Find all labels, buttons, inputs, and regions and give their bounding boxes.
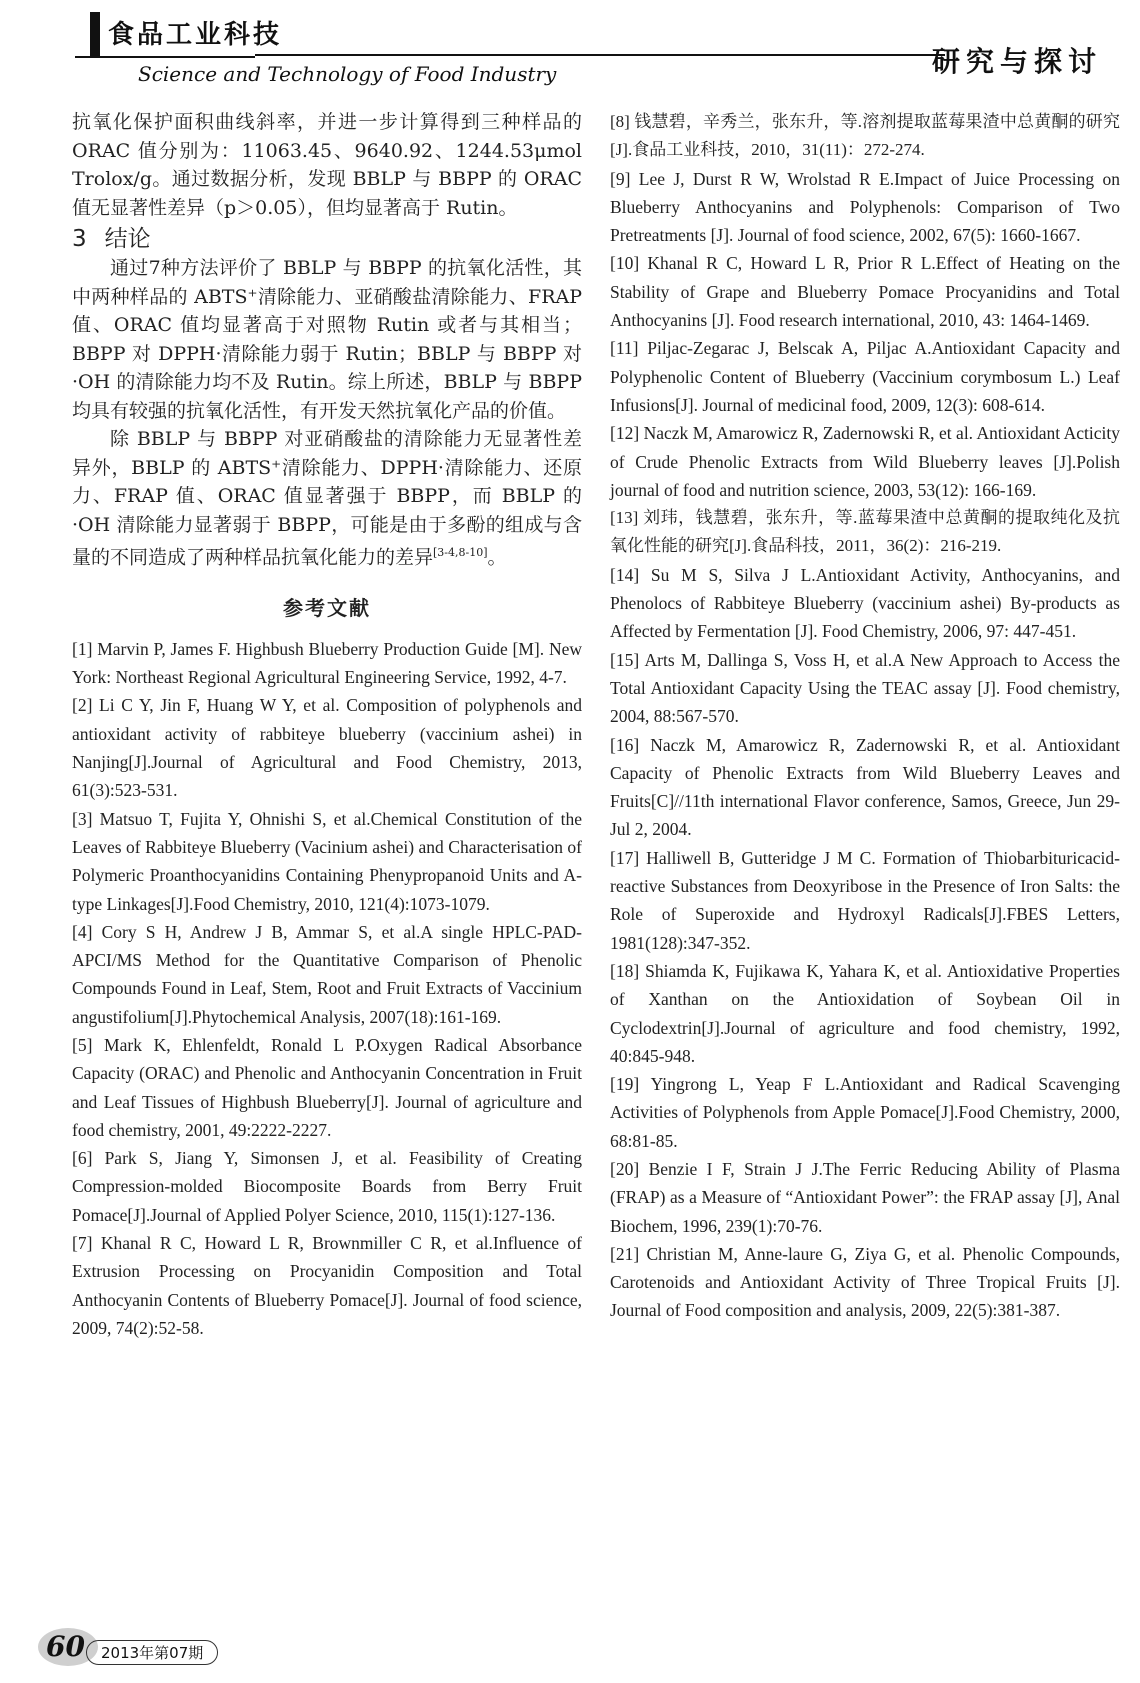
reference-item: [14] Su M S, Silva J L.Antioxidant Activity, Anthocyanins, and Phenolocs of Rabbiteye Blueberry (vaccinium ashei) By-products as Affected by Fermentation [J]. Food Chemistry, 2006, 97: 447-451.: [610, 564, 1120, 642]
reference-item: [9] Lee J, Durst R W, Wrolstad R E.Impact of Juice Processing on Blueberry Anthocyanins and Polyphenols: Comparison of Two Pretreatments [J]. Journal of food science, 2002, 67(5): 1660-1667.: [610, 168, 1120, 246]
reference-item: [3] Matsuo T, Fujita Y, Ohnishi S, et al.Chemical Constitution of the Leaves of Rabbiteye Blueberry (Vacinium ashei) and Characterisation of Polymeric Proanthocyanidins Containing Phenypropanoid Units and A-type Linkages[J].Food Chemistry, 2010, 121(4):1073-1079.: [72, 808, 582, 914]
reference-item: [1] Marvin P, James F. Highbush Blueberry Production Guide [M]. New York: Northeast Regional Agricultural Engineering Service, 1992, 4-7.: [72, 638, 582, 688]
reference-item: [21] Christian M, Anne-laure G, Ziya G, et al. Phenolic Compounds, Carotenoids and Antioxidant Activity of Three Tropical Fruits [J]. Journal of Food composition and analysis, 2009, 22(5):381-387.: [610, 1243, 1120, 1321]
reference-item: [8] 钱慧碧，辛秀兰，张东升，等.溶剂提取蓝莓果渣中总黄酮的研究[J].食品工业科技，2010，31(11)：272-274.: [610, 112, 1120, 160]
reference-item: [4] Cory S H, Andrew J B, Ammar S, et al.A single HPLC-PAD-APCI/MS Method for the Quantitative Comparison of Phenolic Compounds Found in Leaf, Stem, Root and Fruit Extracts of Vaccinium angustifolium[J].Phytochemical Analysis, 2007(18):161-169.: [72, 921, 582, 1027]
citation-superscript: [3-4,8-10]: [433, 546, 488, 559]
header-rule: [255, 54, 945, 56]
page-header: [0, 0, 1140, 110]
paragraph-conclusion-2: [72, 425, 582, 572]
reference-item: [16] Naczk M, Amarowicz R, Zadernowski R, et al. Antioxidant Capacity of Phenolic Extracts from Wild Blueberry Leaves and Fruits[C]//11th international Flavor conference, Samos, Greece, Jun 29-Jul 2, 2004.: [610, 734, 1120, 840]
reference-item: [5] Mark K, Ehlenfeldt, Ronald L P.Oxygen Radical Absorbance Capacity (ORAC) and Phenolic and Anthocyanin Concentration in Fruit and Leaf Tissues of Highbush Blueberry[J]. Journal of agriculture and food chemistry, 2001, 49:2222-2227.: [72, 1034, 582, 1140]
reference-item: [13] 刘玮，钱慧碧，张东升，等.蓝莓果渣中总黄酮的提取纯化及抗氧化性能的研究[J].食品科技，2011，36(2)：216-219.: [610, 508, 1120, 556]
reference-item: [2] Li C Y, Jin F, Huang W Y, et al. Composition of polyphenols and antioxidant activity of rabbiteye blueberry (vaccinium ashei) in Nanjing[J].Journal of Agricultural and Food Chemistry, 2013, 61(3):523-531.: [72, 695, 582, 801]
left-column: [72, 108, 582, 1342]
paragraph-end-mark: 。: [487, 546, 507, 569]
paragraph-orac: 抗氧化保护面积曲线斜率，并进一步计算得到三种样品的 ORAC 值分别为：11063.45、9640.92、1244.53μmol Trolox/g。通过数据分析，发现 BBLP 与 BBPP 的 ORAC 值无显著性差异（p＞0.05），但均显著高于 Rutin。: [72, 111, 582, 219]
paragraph-conclusion-2-text: 除 BBLP 与 BBPP 对亚硝酸盐的清除能力无显著性差异外，BBLP 的 ABTS⁺清除能力、DPPH·清除能力、还原力、FRAP 值、ORAC 值显著强于 BBPP，而 BBLP 的·OH 清除能力显著弱于 BBPP，可能是由于多酚的组成与含量的不同造成了两种样品抗氧化能力的差异: [72, 428, 582, 569]
section-title: 结论: [104, 226, 151, 252]
page-number: 60: [46, 1630, 85, 1663]
reference-item: [20] Benzie I F, Strain J J.The Ferric Reducing Ability of Plasma (FRAP) as a Measure of “Antioxidant Power”: the FRAP assay [J], Anal Biochem, 1996, 239(1):70-76.: [610, 1158, 1120, 1236]
title-underline: [75, 56, 255, 58]
issue-label: 2013年第07期: [86, 1640, 218, 1665]
reference-item: [18] Shiamda K, Fujikawa K, Yahara K, et al. Antioxidative Properties of Xanthan on the Antioxidation of Soybean Oil in Cyclodextrin[J].Journal of agriculture and food chemistry, 1992, 40:845-948.: [610, 960, 1120, 1066]
section-label: 研究与探讨: [931, 45, 1102, 78]
paragraph-conclusion-1: 通过7种方法评价了 BBLP 与 BBPP 的抗氧化活性，其中两种样品的 ABTS⁺清除能力、亚硝酸盐清除能力、FRAP 值、ORAC 值均显著高于对照物 Rutin 或者与其相当；BBPP 对 DPPH·清除能力弱于 Rutin；BBLP 与 BBPP 对·OH 的清除能力均不及 Rutin。综上所述，BBLP 与 BBPP 均具有较强的抗氧化活性，有开发天然抗氧化产品的价值。: [72, 257, 582, 422]
references-list-left: [72, 635, 582, 1342]
journal-title-cn: 食品工业科技: [108, 20, 283, 50]
journal-title-en: Science and Technology of Food Industry: [138, 62, 557, 86]
reference-item: [19] Yingrong L, Yeap F L.Antioxidant and Radical Scavenging Activities of Polyphenols from Apple Pomace[J].Food Chemistry, 2000, 68:81-85.: [610, 1074, 1120, 1151]
references-title: 参考文献: [283, 595, 371, 620]
reference-item: [17] Halliwell B, Gutteridge J M C. Formation of Thiobarbituricacid-reactive Substances from Deoxyribose in the Presence of Iron Salts: the Role of Superoxide and Hydroxyl Radicals[J].FBES Letters, 1981(128):347-352.: [610, 847, 1120, 953]
section-number: 3: [72, 226, 87, 252]
logo-bar: [90, 12, 100, 58]
right-column: [610, 108, 1120, 1325]
section-heading: [72, 224, 582, 254]
reference-item: [15] Arts M, Dallinga S, Voss H, et al.A New Approach to Access the Total Antioxidant Capacity Using the TEAC assay [J]. Food chemistry, 2004, 88:567-570.: [610, 649, 1120, 727]
reference-item: [6] Park S, Jiang Y, Simonsen J, et al. Feasibility of Creating Compression-molded Biocomposite Boards from Berry Fruit Pomace[J].Journal of Applied Polyer Science, 2010, 115(1):127-136.: [72, 1148, 582, 1225]
reference-item: [10] Khanal R C, Howard L R, Prior R L.Effect of Heating on the Stability of Grape and Blueberry Pomace Procyanidins and Total Anthocyanins [J]. Food research international, 2010, 43: 1464-1469.: [610, 253, 1120, 331]
reference-item: [11] Piljac-Zegarac J, Belscak A, Piljac A.Antioxidant Capacity and Polyphenolic Content of Blueberry (Vaccinium corymbosum L.) Leaf Infusions[J]. Journal of medicinal food, 2009, 12(3): 608-614.: [610, 338, 1120, 415]
reference-item: [12] Naczk M, Amarowicz R, Zadernowski R, et al. Antioxidant Acticity of Crude Phenolic Extracts from Wild Blueberry leaves [J].Polish journal of food and nutrition science, 2003, 53(12): 166-169.: [610, 423, 1120, 500]
reference-item: [7] Khanal R C, Howard L R, Brownmiller C R, et al.Influence of Extrusion Processing on Procyanidin Composition and Total Anthocyanin Contents of Blueberry Pomace[J]. Journal of food science, 2009, 74(2):52-58.: [72, 1233, 582, 1338]
